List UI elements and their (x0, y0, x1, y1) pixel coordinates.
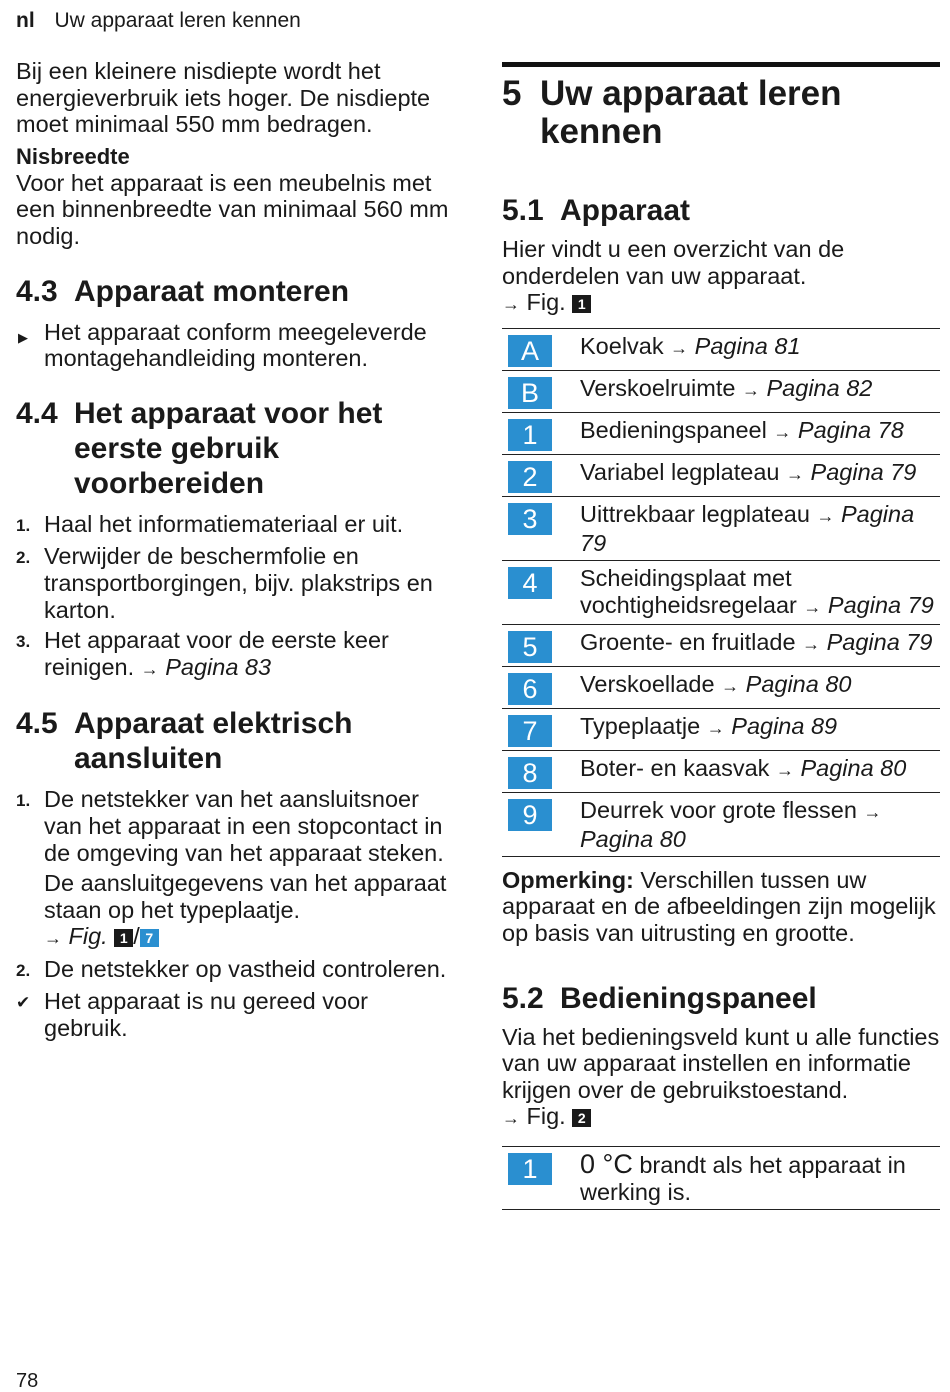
arrow-right-icon: → (786, 463, 804, 484)
key-badge: 3 (508, 503, 552, 535)
section-4-4-heading (16, 396, 456, 501)
arrow-right-icon: → (741, 379, 760, 400)
header-title: Uw apparaat leren kennen (54, 9, 301, 32)
table-row (502, 412, 940, 454)
key-cell (502, 1146, 580, 1209)
nisdiepte-paragraph: Bij een kleinere nisdiepte wordt het energieverbruik iets hoger. De nisdiepte moet minimaal 550 mm bedragen. (16, 58, 431, 138)
table-row (502, 666, 940, 708)
key-cell (502, 328, 580, 370)
right-column (502, 62, 940, 1210)
key-badge: B (508, 377, 552, 409)
parts-table (502, 328, 940, 857)
arrow-right-icon: → (816, 505, 835, 526)
part-label: Groente- en fruitlade (580, 628, 796, 655)
step-body (44, 627, 456, 682)
step-item (16, 543, 456, 623)
step-sub-paragraph (44, 870, 456, 952)
table-row (502, 328, 940, 370)
section-4-3-heading (16, 274, 456, 309)
list-item (16, 319, 456, 372)
arrow-right-icon: → (802, 633, 821, 654)
table-row (502, 750, 940, 792)
step-item (16, 956, 456, 985)
control-text: brandt als het apparaat in werking is. (580, 1151, 906, 1205)
connection-steps-cont (16, 956, 456, 1042)
key-cell (502, 624, 580, 666)
page-reference-link[interactable]: Pagina 89 (731, 712, 838, 739)
page-header (16, 8, 301, 34)
arrow-right-icon: → (44, 928, 62, 949)
part-label: Scheidingsplaat met vochtigheidsregelaar (580, 564, 797, 618)
key-cell (502, 708, 580, 750)
key-cell (502, 370, 580, 412)
figure-reference (502, 1103, 940, 1132)
page-reference-link[interactable]: Pagina 83 (165, 653, 272, 680)
section-title: Apparaat monteren (74, 274, 350, 308)
arrow-right-icon: → (140, 658, 159, 679)
key-badge: 6 (508, 673, 552, 705)
description-cell (580, 708, 940, 750)
figure-label: Fig. (68, 923, 108, 950)
step-item (16, 786, 456, 866)
description-cell (580, 560, 940, 624)
page-reference-link[interactable]: Pagina 79 (827, 591, 934, 618)
figure-1-badge[interactable]: 1 (114, 929, 133, 947)
description-cell (580, 1146, 940, 1209)
part-label: Bedieningspaneel (580, 416, 767, 443)
section-title: Apparaat elektrisch aansluiten (74, 707, 353, 776)
description-cell (580, 624, 940, 666)
language-code: nl (16, 9, 35, 32)
apparaat-intro: Hier vindt u een overzicht van de onderdelen van uw apparaat. (502, 236, 845, 289)
step-number: 2. (16, 548, 31, 568)
key-cell (502, 412, 580, 454)
description-cell (580, 750, 940, 792)
page-reference-link[interactable]: Pagina 79 (826, 628, 933, 655)
description-cell (580, 412, 940, 454)
left-column (16, 58, 456, 1046)
chapter-number: 5 (502, 74, 522, 113)
description-cell (580, 496, 940, 560)
note-paragraph (502, 867, 940, 947)
key-badge: 9 (508, 799, 552, 831)
description-cell (580, 666, 940, 708)
step-number: 1. (16, 791, 31, 811)
montage-list (16, 319, 456, 372)
step-number: 3. (16, 632, 31, 652)
step-text: Het apparaat voor de eerste keer reinigen. (44, 627, 389, 680)
arrow-right-icon: → (502, 294, 520, 315)
key-badge: 7 (508, 715, 552, 747)
description-cell (580, 328, 940, 370)
table-row (502, 370, 940, 412)
part-label: Boter- en kaasvak (580, 754, 770, 781)
key-cell (502, 750, 580, 792)
page-reference-link[interactable]: Pagina 79 (580, 500, 915, 556)
step-item (16, 627, 456, 682)
step-text: De netstekker op vastheid controleren. (44, 955, 447, 982)
note-text: Verschillen tussen uw apparaat en de afbeeldingen zijn mogelijk op basis van uitrusting en grootte. (502, 866, 936, 946)
table-row (502, 792, 940, 856)
description-cell (580, 792, 940, 856)
figure-2-badge[interactable]: 2 (572, 1109, 591, 1127)
part-label: Variabel legplateau (580, 458, 780, 485)
key-cell (502, 792, 580, 856)
key-badge: 8 (508, 757, 552, 789)
step-text: Verwijder de beschermfolie en transportborgingen, bijv. plakstrips en karton. (44, 543, 433, 623)
table-row (502, 560, 940, 624)
controls-table (502, 1146, 940, 1210)
section-number: 5.2 (502, 981, 544, 1015)
section-title: Bedieningspaneel (560, 981, 817, 1015)
page-reference-link[interactable]: Pagina 80 (800, 754, 907, 781)
step-number: 1. (16, 515, 31, 535)
page-reference-link[interactable]: Pagina 82 (766, 374, 873, 401)
page-reference-link[interactable]: Pagina 80 (580, 825, 686, 852)
checkmark-icon: ✔ (16, 993, 31, 1013)
arrow-right-icon: → (502, 1108, 520, 1129)
arrow-right-icon: → (863, 801, 882, 822)
part-label: Koelvak (580, 332, 664, 359)
table-row (502, 496, 940, 560)
key-cell (502, 454, 580, 496)
step-item (16, 511, 456, 540)
key-badge: 1 (508, 419, 552, 451)
figure-label: Fig. (526, 289, 566, 316)
connection-steps (16, 786, 456, 866)
arrow-right-icon: → (775, 759, 794, 780)
section-number: 4.3 (16, 274, 58, 308)
arrow-right-icon: → (721, 675, 740, 696)
section-5-2-heading (502, 981, 940, 1016)
key-badge: 2 (508, 461, 552, 493)
section-number: 4.4 (16, 396, 58, 430)
key-badge: A (508, 335, 552, 367)
page-reference-link[interactable]: Pagina 79 (810, 458, 917, 485)
step-text: Haal het informatiemateriaal er uit. (44, 510, 404, 537)
table-row (502, 454, 940, 496)
page-reference-link[interactable]: Pagina 78 (797, 416, 904, 443)
note-label: Opmerking: (502, 866, 634, 893)
page-reference-link[interactable]: Pagina 81 (694, 332, 801, 359)
section-number: 4.5 (16, 707, 58, 741)
section-number: 5.1 (502, 194, 544, 227)
result-text: Het apparaat is nu gereed voor gebruik. (44, 988, 368, 1042)
description-cell (580, 370, 940, 412)
section-5-1-heading (502, 193, 940, 228)
table-row (502, 1146, 940, 1209)
key-badge: 5 (508, 631, 552, 663)
preparation-steps (16, 511, 456, 683)
step-sub-text: De aansluitgegevens van het apparaat staan op het typeplaatje. (44, 870, 447, 923)
key-badge: 1 (508, 1153, 552, 1185)
chapter-5-heading (502, 62, 940, 151)
table-row (502, 708, 940, 750)
figure-reference (502, 289, 940, 318)
page-number: 78 (16, 1370, 39, 1392)
key-cell (502, 560, 580, 624)
key-cell (502, 496, 580, 560)
bedieningspaneel-intro: Via het bedieningsveld kunt u alle functies van uw apparaat instellen en informatie krijgen over de gebruikstoestand. (502, 1023, 940, 1103)
result-item (16, 988, 456, 1041)
arrow-right-icon: → (706, 717, 725, 738)
section-title: Apparaat (560, 194, 691, 227)
part-label: Verskoelruimte (580, 374, 736, 401)
temperature-symbol: 0 °C (580, 1148, 633, 1179)
page-reference-link[interactable]: Pagina 80 (745, 670, 852, 697)
arrow-right-icon: → (803, 596, 822, 617)
chapter-title: Uw apparaat leren kennen (540, 74, 842, 151)
part-label: Verskoellade (580, 670, 715, 697)
description-cell (580, 454, 940, 496)
list-item-text: Het apparaat conform meegeleverde montagehandleiding monteren. (44, 318, 427, 372)
arrow-right-icon: → (773, 421, 792, 442)
step-number: 2. (16, 960, 31, 980)
figure-separator: / (133, 923, 140, 950)
key-badge: 4 (508, 567, 552, 599)
part-label: Typeplaatje (580, 712, 701, 739)
nisbreedte-paragraph: Voor het apparaat is een meubelnis met een binnenbreedte van minimaal 560 mm nodig. (16, 169, 449, 249)
key-cell (502, 666, 580, 708)
part-label: Uittrekbaar legplateau (580, 500, 810, 527)
table-row (502, 624, 940, 666)
figure-label: Fig. (526, 1103, 566, 1130)
nisbreedte-heading: Nisbreedte (16, 143, 130, 169)
step-text: De netstekker van het aansluitsnoer van het apparaat in een stopcontact in de omgeving van het apparaat steken. (44, 786, 444, 866)
arrow-right-icon: → (670, 337, 689, 358)
figure-1-badge[interactable]: 1 (572, 295, 591, 313)
part-label: Deurrek voor grote flessen (580, 796, 857, 823)
bullet-triangle-icon: ▶ (18, 329, 28, 345)
section-4-5-heading (16, 706, 456, 776)
section-title: Het apparaat voor het eerste gebruik voorbereiden (74, 396, 383, 500)
figure-7-badge[interactable]: 7 (140, 929, 159, 947)
